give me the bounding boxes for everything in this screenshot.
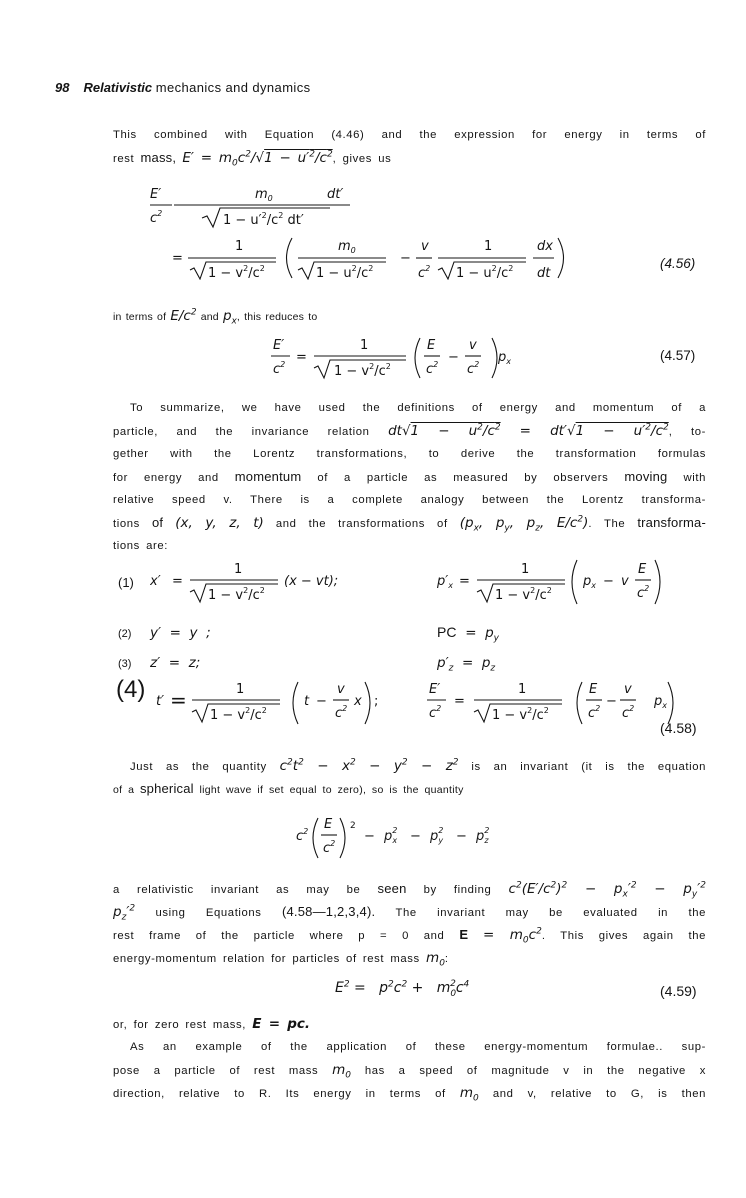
svg-text:E: E [427,338,436,353]
para3-line4-c: of a particle as measured by observers [317,472,609,484]
para4-line1 [130,755,706,779]
para3-line6-d: . The [588,518,626,530]
svg-text:=: = [454,694,465,709]
svg-text:E′: E′ [273,338,285,353]
eq458-row3-left: z′ = z; [150,655,201,671]
para5-seen: seen [377,881,407,896]
para7-line2-a: pose [113,1065,140,1077]
para3-four-momentum: ($p_x$, $p_y$, $p_z$, $E/c^2$) [459,514,589,534]
para3-moving: moving [624,469,668,484]
equation-4-57 [270,334,570,390]
svg-text:c2: $c^2$ [426,360,439,377]
eq456-equals: = [172,251,183,266]
para7-line2-c: particle of rest mass [174,1065,319,1077]
para1-line2 [113,147,706,171]
svg-text:1: 1 [236,682,245,697]
para7-line2-math: $m_0$ [332,1062,351,1081]
svg-text:(x − vt);: (x − vt); [284,574,339,589]
svg-text:dx: dx [537,239,553,254]
svg-text:p2x: $p^2$ x [384,826,398,845]
svg-text:m0: $m_0$ [338,239,356,255]
svg-text:1 − v2/c2: $1 - v^2/c^2$ [210,706,267,723]
eq458-label-2: (2) [118,628,132,640]
svg-text:−: − [410,829,421,844]
para4-line2-c: light wave if set equal to zero), so is the quantity [199,784,464,796]
para3-line5: relative speed v. There is a complete analogy between the Lorentz transforma- [113,494,706,506]
eq456-dt-prime: dt′ [327,187,344,202]
para3-line2-b: , to- [668,426,706,438]
svg-text:−: − [364,829,375,844]
svg-text:−: − [606,694,617,709]
para5-line2 [113,901,706,925]
svg-text:=: = [170,688,187,712]
svg-text:p2y: $p^2$ y [430,826,444,845]
para4-line2-a: of a [113,784,135,796]
para7-line2 [113,1059,706,1083]
svg-text:v: v [469,338,477,353]
para5-line3 [113,924,706,948]
eq458-row3-right: $p'_z = p_z$ [437,655,496,674]
para5-line1-c: by finding [423,884,492,896]
para7-line3 [113,1082,706,1106]
svg-text:1 − v2/c2: $1 - v^2/c^2$ [334,362,391,379]
para1-gives-us: , gives us [332,153,392,165]
svg-text:c2: $c^2$ [637,584,650,601]
para2-math-a: $E/c^2$ [170,307,197,324]
para3-line4 [113,466,706,490]
equation-invariant [296,812,536,868]
equation-4-59: $E^2 = p^2c^2 + m_0^2c^4$ [335,979,470,999]
eq-number-4-59: (4.59) [660,983,697,999]
para5-line2-c: The invariant may be evaluated in the [395,907,706,919]
svg-text:t: t [304,694,310,709]
svg-text:1: 1 [234,562,243,577]
eq458-label-3: (3) [118,658,132,670]
svg-text:px: $p_x$ [654,694,667,710]
svg-text:−: − [316,694,327,709]
para5-line1-math: $c^2(E'/c^2)^2 - p_x'^2 - p_y'^2$ [508,880,706,900]
para3-line2-a: particle, and the invariance relation [113,426,370,438]
svg-text:=: = [172,574,183,589]
eq-number-4-56: (4.56) [660,256,696,271]
svg-text:1 − u′2/c2 dt′: $1 - u'^2/c^2$ dt′ [223,211,304,228]
svg-text:x′: x′ [150,574,161,589]
svg-text:c2: $c^2$ [335,704,348,721]
para5-equations-ref: (4.58—1,2,3,4). [281,904,376,919]
svg-text:;: ; [374,694,379,709]
svg-text:c2: $c^2$ [467,360,480,377]
eq458-row2-right-b: = $p_y$ [460,625,499,644]
page-header [55,80,311,95]
para2-math-b: $p_x$ [222,308,237,327]
svg-text:c2: $c^2$ [273,360,286,377]
svg-text:c2: $c^2$ [622,704,635,721]
svg-text:1: 1 [360,338,369,353]
svg-text:p2z: $p^2$ z [476,826,490,845]
para5-line3-a: rest frame of the particle where p = 0 and [113,930,445,942]
svg-text:v: v [337,682,345,697]
eq-number-4-58: (4.58) [660,720,697,736]
para7-line2-d: has a speed of magnitude v in the negative x [364,1065,706,1077]
header-title-rest: mechanics and dynamics [155,80,311,95]
para3-momentum: momentum [234,469,302,484]
para2-text-a: in terms of [113,311,167,323]
para3-line4-e: with [683,472,706,484]
svg-text:px: $p_x$ [583,574,596,590]
svg-text:1 − v2/c2: $1 - v^2/c^2$ [208,264,265,280]
para3-line6 [113,512,706,536]
para2-text-c: , this reduces to [236,311,318,323]
svg-text:1: 1 [518,682,527,697]
para3-invariance-relation: $dt√1 - u^2/c^2 = dt'√1 - u'^2/c^2$ [388,422,669,439]
eq456-lhs-num: E′ [150,187,162,202]
svg-text:p′x: $p'_x$ [437,574,453,590]
svg-text:dt: dt [537,266,551,280]
para3-line1: To summarize, we have used the definitions of energy and momentum of a [130,402,706,414]
svg-text:1 − v2/c2: $1 - v^2/c^2$ [208,586,265,603]
para7-line3-a: direction, relative to R. Its energy in terms of [113,1088,446,1100]
para1-line1: This combined with Equation (4.46) and the expression for energy in terms of [113,129,706,141]
para6-math: E = pc. [252,1016,311,1032]
eq458-row4-left [156,676,416,734]
para2 [113,305,706,329]
para6-text: or, for zero rest mass, [113,1019,247,1031]
svg-text:v: v [624,682,632,697]
para3-xyzt: (x, y, z, t) [175,515,264,531]
eq458-row2-left: y′ = y ; [150,625,211,641]
para5-line3-math: = $m_0c^2$ [483,926,542,946]
svg-text:2: 2 [350,821,356,831]
svg-text:v: v [421,239,429,254]
para4-invariant-expr: $c^2t^2 - x^2 - y^2 - z^2$ [279,757,459,774]
svg-text:1 − v2/c2: $1 - v^2/c^2$ [495,586,552,603]
svg-text:c2: $c^2$ [429,704,442,721]
para3-line4-a: for energy and [113,472,219,484]
svg-text:−: − [400,251,411,266]
para7-line3-b: and v, relative to G, is then [492,1088,706,1100]
svg-text:−: − [448,350,459,365]
para1-energy-expr: $E' = m_0c^2/√1 - u'^2/c^2$ [182,149,333,169]
eq458-row1-left [150,558,410,614]
para7-line3-math: $m_0$ [459,1085,479,1104]
svg-text:E′: E′ [429,682,441,697]
para3-transforma: transforma- [637,515,706,530]
para2-text-b: and [200,311,219,323]
para5-line3-c: . This gives again the [541,930,707,942]
para3-line7: tions are: [113,540,168,552]
svg-text:x: x [354,694,362,709]
svg-text:E: E [589,682,598,697]
svg-text:1 − u2/c2: $1 - u^2/c^2$ [456,264,514,280]
para5-line1 [113,878,706,902]
svg-text:=: = [296,350,307,365]
para4-line1-a: Just as the quantity [130,761,267,773]
svg-text:1 − v2/c2: $1 - v^2/c^2$ [492,706,549,723]
svg-text:v: v [621,574,629,589]
svg-text:c2: $c^2$ [418,264,431,280]
equation-4-56 [150,180,710,280]
eq458-row2-right-a: PC [437,624,457,640]
para7-line1: As an example of the application of these energy-momentum formulae.. sup- [130,1041,706,1053]
para4-line1-b: is an invariant (it is the equation [471,761,707,773]
eq458-label-4: (4) [116,676,146,703]
para5-line4-math: $m_0$ [426,950,445,969]
svg-text:=: = [459,574,470,589]
svg-text:1: 1 [521,562,530,577]
para5-line2-a: using Equations [155,907,262,919]
eq-number-4-57: (4.57) [660,348,696,363]
para1-mass: mass, [140,150,177,165]
eq456-m0: $m_0$ [255,187,273,203]
para6 [113,1013,706,1037]
svg-text:c2: $c^2$ [323,839,336,856]
svg-text:−: − [603,574,614,589]
svg-text:E: E [638,562,647,577]
para1-rest: rest [113,153,135,165]
para5-line4-a: energy-momentum relation for particles of rest mass [113,953,420,965]
svg-text:E: E [324,817,333,832]
para3-line6-of: of [151,515,164,530]
para5-line3-E: E [459,927,469,942]
para5-line4: energy-momentum relation for particles of rest mass $m_0$: [113,950,449,969]
eq458-label-1: (1) [118,575,134,590]
para3-line6-a: tions [113,518,140,530]
svg-text:t′: t′ [156,694,165,709]
para4-spherical: spherical [139,781,194,796]
para7-line2-b: a [153,1065,161,1077]
svg-text:1: 1 [484,239,493,254]
page-number: 98 [55,80,70,95]
svg-text:−: − [456,829,467,844]
para3-line3: gether with the Lorentz transformations, to derive the transformation formulas [113,448,706,460]
svg-text:px: $p_x$ [498,350,511,366]
para3-line2 [113,420,706,444]
svg-text:1 − u2/c2: $1 - u^2/c^2$ [316,264,374,280]
svg-text:c2: $c^2$ [296,827,309,844]
header-title-italic: Relativistic [83,80,153,95]
svg-text:1: 1 [235,239,244,254]
para4-line2 [113,778,706,802]
para5-line1-a: a relativistic invariant as may be [113,884,361,896]
eq456-lhs-den: $c^2$ [150,209,163,226]
svg-text:c2: $c^2$ [588,704,601,721]
eq458-row1-right [437,552,697,618]
eq458-row2-right [437,624,499,642]
para3-line6-c: and the transformations of [275,518,448,530]
para5-line2-math: $p_z'^2$ [113,903,136,923]
